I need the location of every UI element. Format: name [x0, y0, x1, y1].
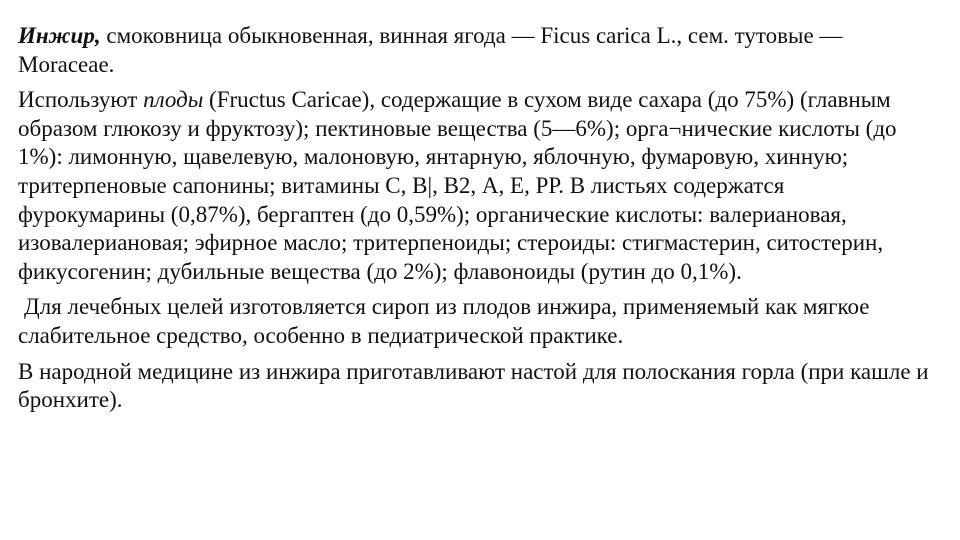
composition-lead: Используют — [18, 87, 144, 113]
paragraph-medical-use: Для лечебных целей изготовляется сироп из плодов инжира, применяемый как мягкое слабительное средство, особенно в педиатрической практике. — [18, 294, 870, 348]
plant-description: смоковница обыкновенная, винная ягода — Ficus carica L., сем. тутовые — Moraceae. — [18, 23, 843, 77]
plant-name: Инжир, — [18, 23, 101, 48]
paragraph-folk-medicine: В народной медицине из инжира приготавливают настой для полоскания горла (при кашле и бронхите). — [18, 358, 929, 413]
composition-text: (Fructus Caricae), содержащие в сухом виде сахара (до 75%) (главным образом глюкозу и фруктозу); пектиновые вещества (5—6%); орга¬нические кислоты (до 1%): лимонную, щавелевую, малоновую, янтарную, яблочную, фумаровую, хинную; тритерпеновые сапонины; витамины С, В|, В2, А, Е, РР. В листьях содержатся фурокумарины (0,87%), бергаптен (до 0,59%); органические кислоты: валериановая, изовалериановая; эфирное масло; тритерпеноиды; стероиды: стигмастерин, ситостерин, фикусогенин; дубильные вещества (до 2%); флавоноиды (рутин до 0,1%). — [18, 87, 897, 284]
paragraph-title — [18, 22, 930, 79]
paragraph-composition — [18, 86, 930, 286]
composition-term: плоды — [143, 87, 204, 113]
